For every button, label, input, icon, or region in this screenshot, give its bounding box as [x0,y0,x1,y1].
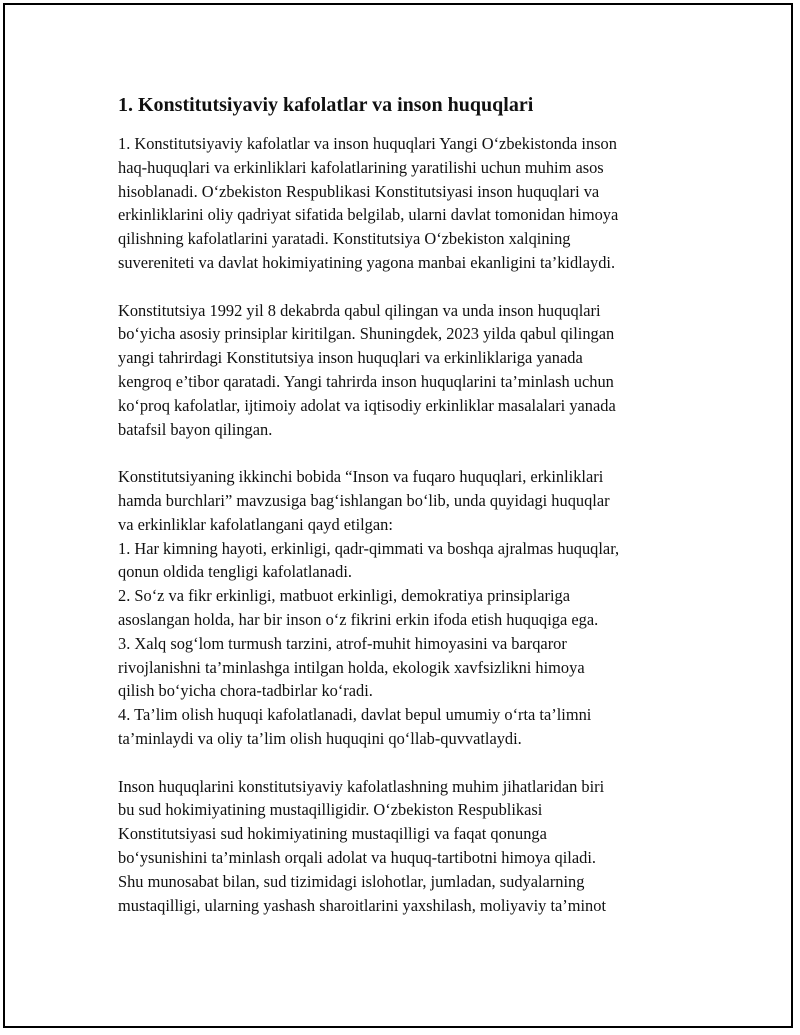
list-item-4: 4. Ta’lim olish huquqi kafolatlanadi, davlat bepul umumiy o‘rta ta’limni [118,705,592,725]
text-line: kengroq e’tibor qaratadi. Yangi tahrirda inson huquqlarini ta’minlash uchun [118,371,614,391]
text-line: hisoblanadi. O‘zbekiston Respublikasi Konstitutsiyasi inson huquqlari va [118,181,600,201]
text-line: bo‘ysunishini ta’minlash orqali adolat va huquq-tartibotni himoya qiladi. [118,847,596,867]
text-line: haq-huquqlari va erkinliklari kafolatlarining yaratilishi uchun muhim asos [118,157,604,177]
text-line: batafsil bayon qilingan. [118,419,273,439]
list-item-3-cont: qilish bo‘yicha chora-tadbirlar ko‘radi. [118,681,373,701]
document-body [118,92,688,941]
text-line: Inson huquqlarini konstitutsiyaviy kafolatlashning muhim jihatlaridan biri [118,776,605,796]
paragraph-3 [118,465,688,751]
text-line: bo‘yicha asosiy prinsiplar kiritilgan. Shuningdek, 2023 yilda qabul qilingan [118,324,615,344]
text-line: erkinliklarini oliy qadriyat sifatida belgilab, ularni davlat tomonidan himoya [118,205,619,225]
list-item-2-cont: asoslangan holda, har bir inson o‘z fikrini erkin ifoda etish huquqiga ega. [118,609,599,629]
text-line: qilishning kafolatlarini yaratadi. Konstitutsiya O‘zbekiston xalqining [118,229,571,249]
paragraph-4 [118,775,688,918]
text-line: Konstitutsiyaning ikkinchi bobida “Inson va fuqaro huquqlari, erkinliklari [118,467,604,487]
text-line: Shu munosabat bilan, sud tizimidagi islohotlar, jumladan, sudyalarning [118,871,585,891]
text-line: Konstitutsiya 1992 yil 8 dekabrda qabul qilingan va unda inson huquqlari [118,300,601,320]
text-line: Konstitutsiyasi sud hokimiyatining mustaqilligi va faqat qonunga [118,824,547,844]
text-line: mustaqilligi, ularning yashash sharoitlarini yaxshilash, moliyaviy ta’minot [118,895,607,915]
text-line: yangi tahrirdagi Konstitutsiya inson huquqlari va erkinliklariga yanada [118,348,583,368]
text-line: 1. Konstitutsiyaviy kafolatlar va inson huquqlari Yangi O‘zbekistonda inson [118,134,617,153]
text-line: suvereniteti va davlat hokimiyatining yagona manbai ekanligini ta’kidlaydi. [118,252,616,272]
text-line: va erkinliklar kafolatlangani qayd etilgan: [118,514,393,534]
paragraph-2 [118,299,688,442]
list-item-3-cont: rivojlanishni ta’minlashga intilgan holda, ekologik xavfsizlikni himoya [118,657,585,677]
list-item-2: 2. So‘z va fikr erkinligi, matbuot erkinligi, demokratiya prinsiplariga [118,586,570,606]
text-line: hamda burchlari” mavzusiga bag‘ishlangan bo‘lib, unda quyidagi huquqlar [118,490,610,510]
text-line: bu sud hokimiyatining mustaqilligidir. O‘zbekiston Respublikasi [118,800,543,820]
document-title: 1. Konstitutsiyaviy kafolatlar va inson huquqlari [118,94,534,116]
list-item-3: 3. Xalq sog‘lom turmush tarzini, atrof-muhit himoyasini va barqaror [118,633,567,653]
text-line: ko‘proq kafolatlar, ijtimoiy adolat va iqtisodiy erkinliklar masalalari yanada [118,395,616,415]
list-item-1: 1. Har kimning hayoti, erkinligi, qadr-qimmati va boshqa ajralmas huquqlar, [118,538,620,558]
paragraph-1 [118,132,688,275]
list-item-4-cont: ta’minlaydi va oliy ta’lim olish huquqini qo‘llab-quvvatlaydi. [118,728,522,748]
list-item-1-cont: qonun oldida tengligi kafolatlanadi. [118,562,352,582]
